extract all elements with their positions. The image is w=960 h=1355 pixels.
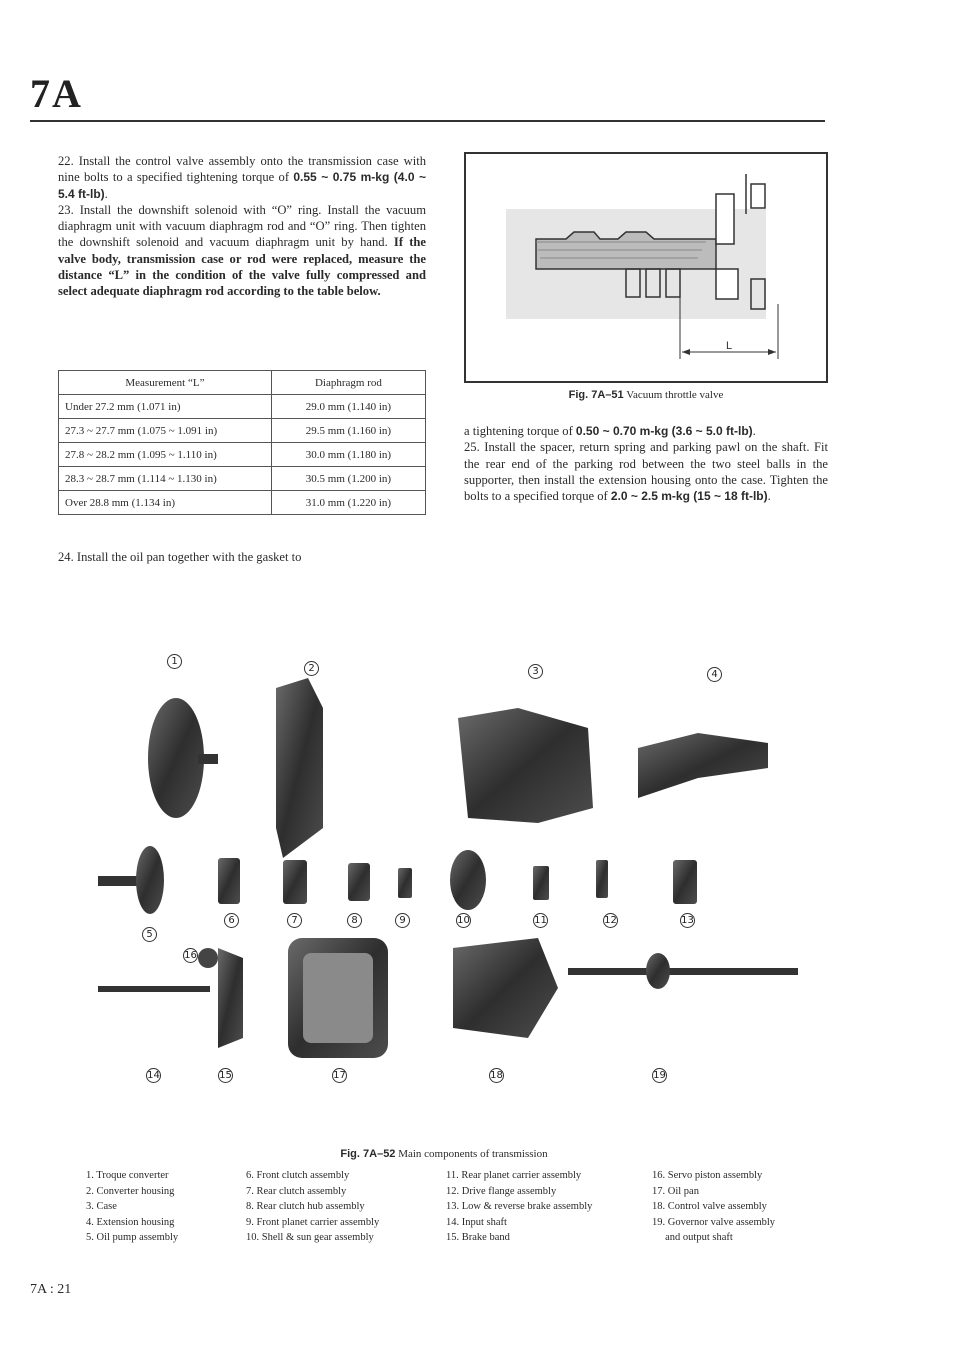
legend-item: 10. Shell & sun gear assembly [246, 1232, 374, 1243]
right-column-text [464, 423, 828, 504]
control-valve-shape [453, 938, 558, 1038]
legend-item: 1. Troque converter [86, 1170, 169, 1181]
callout-1: 1 [167, 654, 182, 669]
table-cell: 27.3 ~ 27.7 mm (1.075 ~ 1.091 in) [59, 419, 272, 443]
legend-item: 12. Drive flange assembly [446, 1185, 557, 1197]
servo-piston-shape [198, 948, 218, 968]
step-23 [58, 202, 426, 300]
step-22-end: . [104, 186, 108, 201]
extension-housing-shape [638, 733, 768, 798]
fig52-label: Fig. 7A–52 [340, 1148, 396, 1160]
callout-17: 17 [333, 1070, 346, 1081]
oil-pan-inner [303, 953, 373, 1043]
legend-item: 7. Rear clutch assembly [246, 1185, 347, 1197]
components-illustration [58, 628, 830, 1138]
case-shape [458, 708, 593, 823]
legend-item: 18. Control valve assembly [652, 1201, 767, 1212]
page-number: 7A : 21 [30, 1282, 72, 1297]
legend-item: and output shaft [652, 1232, 733, 1243]
legend-item: 14. Input shaft [446, 1216, 507, 1228]
table-cell: 28.3 ~ 28.7 mm (1.114 ~ 1.130 in) [59, 467, 272, 491]
fig51-title: Vacuum throttle valve [626, 389, 724, 401]
diaphragm-rod-table [58, 370, 426, 515]
legend-item: 3. Case [86, 1201, 117, 1212]
callout-15: 15 [219, 1070, 232, 1081]
table-cell: 27.8 ~ 28.2 mm (1.095 ~ 1.110 in) [59, 443, 272, 467]
header-rule [30, 120, 825, 122]
legend-item: 13. Low & reverse brake assembly [446, 1201, 593, 1212]
legend-column [86, 1168, 246, 1246]
col-header-measurement: Measurement “L” [59, 371, 272, 395]
table-row [59, 419, 426, 443]
output-shaft-shape [568, 968, 798, 975]
upper-port [716, 194, 734, 244]
legend-item: 9. Front planet carrier assembly [246, 1216, 380, 1228]
components-legend [86, 1168, 846, 1246]
table-cell: 31.0 mm (1.220 in) [271, 491, 425, 515]
vacuum-throttle-valve-figure [464, 152, 828, 383]
table-row [59, 467, 426, 491]
callout-5: 5 [142, 927, 157, 942]
rear-clutch-hub-shape [348, 863, 370, 901]
step-24-cont-text: a tightening torque of [464, 424, 576, 438]
callout-11: 11 [534, 915, 547, 926]
table-header-row [59, 371, 426, 395]
legend-item: 6. Front clutch assembly [246, 1170, 350, 1181]
table-cell: 30.5 mm (1.200 in) [271, 467, 425, 491]
front-clutch-shape [218, 858, 240, 904]
oil-pump-shape [136, 846, 164, 914]
step-25-text: 25. Install the spacer, return spring and parking pawl on the shaft. Fit the rear end of the parking rod between the two steel balls in the supporter, then install the extension housing onto the case. Tighten the bolts to a specified torque of [464, 440, 828, 504]
step-22-torque: 0.55 ~ 0.75 m-kg (4.0 ~ 5.4 ft-lb) [58, 170, 427, 201]
legend-item: 16. Servo piston assembly [652, 1170, 763, 1181]
table-cell: Under 27.2 mm (1.071 in) [59, 395, 272, 419]
table-cell: 30.0 mm (1.180 in) [271, 443, 425, 467]
table-row [59, 395, 426, 419]
step-24-end: . [752, 424, 756, 438]
callout-10: 10 [457, 915, 470, 926]
legend-item: 4. Extension housing [86, 1216, 175, 1228]
drive-flange-shape [596, 860, 608, 898]
col-header-diaphragm-rod: Diaphragm rod [271, 371, 425, 395]
legend-column [446, 1168, 652, 1246]
callout-7: 7 [287, 913, 302, 928]
step-22-text: 22. Install the control valve assembly onto the transmission case with nine bolts to a specified tightening torque of [58, 154, 426, 185]
torque-converter-hub [198, 754, 218, 764]
upper-bracket [751, 184, 765, 208]
table-cell: 29.0 mm (1.140 in) [271, 395, 425, 419]
low-reverse-brake-shape [673, 860, 697, 904]
legend-item: 15. Brake band [446, 1232, 510, 1243]
step-24: 24. Install the oil pan together with the gasket to [58, 550, 302, 564]
legend-column [246, 1168, 446, 1246]
front-planet-shape [398, 868, 412, 898]
shell-sun-gear-shape [450, 850, 486, 910]
callout-18: 18 [490, 1070, 503, 1081]
callout-2: 2 [304, 661, 319, 676]
table-cell: 29.5 mm (1.160 in) [271, 419, 425, 443]
dim-label-l: L [725, 340, 733, 352]
callout-13: 13 [681, 915, 694, 926]
fig51-caption [464, 389, 828, 401]
step-23-text: 23. Install the downshift solenoid with “O” ring. Install the vacuum diaphragm unit with vacuum diaphragm rod and “O” ring. Then tighten the downshift solenoid and vacuum diaphragm unit by hand. [58, 202, 426, 250]
step-22 [58, 153, 426, 202]
table-row [59, 443, 426, 467]
step-25-end: . [767, 489, 771, 504]
callout-9: 9 [395, 913, 410, 928]
table-row [59, 491, 426, 515]
converter-housing-shape [276, 678, 323, 858]
callout-6: 6 [224, 913, 239, 928]
step-25 [464, 439, 828, 504]
torque-converter-shape [148, 698, 204, 818]
step-24-torque: 0.50 ~ 0.70 m-kg (3.6 ~ 5.0 ft-lb) [575, 424, 753, 438]
fig52-title: Main components of transmission [398, 1148, 548, 1160]
legend-item: 5. Oil pump assembly [86, 1232, 179, 1243]
input-shaft-shape [98, 986, 210, 992]
step-24-continued [464, 423, 828, 439]
callout-12: 12 [604, 915, 617, 926]
rear-planet-shape [533, 866, 549, 900]
legend-column [652, 1168, 842, 1246]
governor-shape [646, 953, 670, 989]
legend-item: 2. Converter housing [86, 1185, 175, 1197]
table-cell: Over 28.8 mm (1.134 in) [59, 491, 272, 515]
callout-8: 8 [347, 913, 362, 928]
legend-item: 8. Rear clutch hub assembly [246, 1201, 365, 1212]
rear-clutch-shape [283, 860, 307, 904]
legend-item: 11. Rear planet carrier assembly [446, 1170, 582, 1181]
legend-item: 19. Governor valve assembly [652, 1216, 776, 1228]
left-column-text [58, 153, 426, 300]
components-photo [58, 628, 830, 1138]
step-25-torque: 2.0 ~ 2.5 m-kg (15 ~ 18 ft-lb) [610, 489, 768, 504]
lower-port [716, 269, 738, 299]
callout-3: 3 [528, 664, 543, 679]
fig52-caption [58, 1148, 830, 1160]
valve-diagram [466, 154, 826, 381]
fig51-label: Fig. 7A–51 [568, 389, 624, 401]
callout-14: 14 [147, 1070, 160, 1081]
brake-band-shape [218, 948, 243, 1048]
callout-19: 19 [653, 1070, 666, 1081]
section-heading: 7A [30, 71, 83, 116]
callout-16: 16 [184, 950, 197, 961]
callout-4: 4 [707, 667, 722, 682]
step-23-note: If the valve body, transmission case or rod were replaced, measure the distance “L” in the condition of the valve fully compressed and select adequate diaphragm rod according to the table below. [58, 235, 426, 299]
legend-item: 17. Oil pan [652, 1185, 699, 1197]
